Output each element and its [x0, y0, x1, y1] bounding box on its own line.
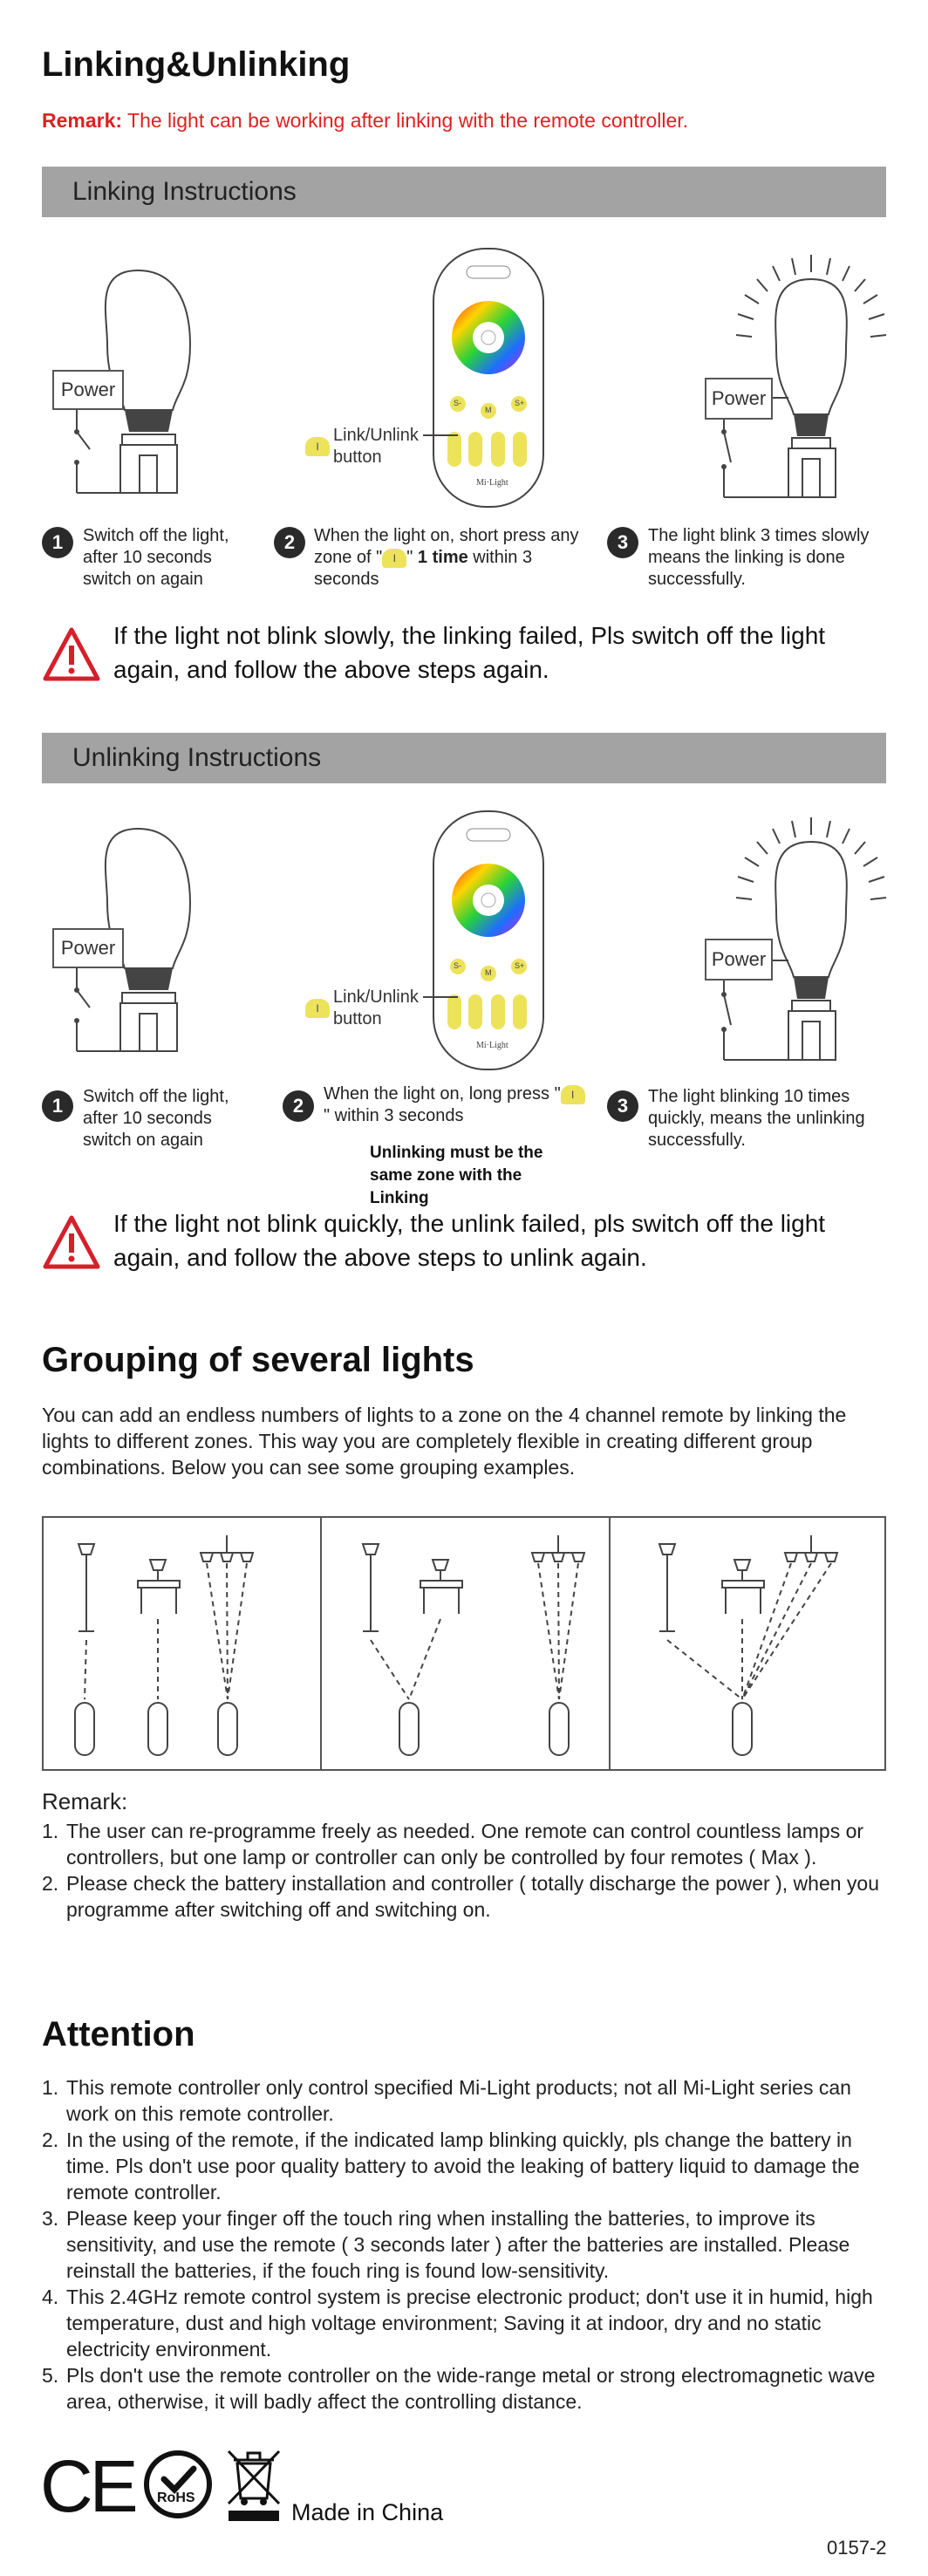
list-item: 1. The user can re-programme freely as needed. One remote can control countless lamps or controllers, but one lamp or controller can only be controlled by four remotes ( Max ). — [42, 1820, 864, 1869]
grouping-diagram — [44, 1518, 884, 1769]
list-item: 5. Pls don't use the remote controller on the wide-range metal or strong electromagnetic wave area, otherwise, it will badly affect the controlling distance. — [42, 2364, 876, 2413]
linking-heading-bar — [42, 167, 886, 217]
link-button-label-1: Link/Unlink — [333, 987, 419, 1007]
document-code: 0157-2 — [827, 2537, 887, 2559]
step-number: 1 — [42, 1090, 73, 1122]
step-number: 3 — [607, 1090, 638, 1122]
power-box: Power — [52, 928, 124, 968]
remark-line — [42, 109, 688, 133]
grouping-remarks — [42, 1818, 879, 1923]
ce-mark: CE — [40, 2445, 135, 2527]
remote-control-illustration — [432, 247, 545, 509]
made-in-label: Made in China — [291, 2499, 444, 2525]
step-number: 2 — [274, 527, 305, 558]
unlinking-heading: Unlinking Instructions — [72, 743, 322, 772]
power-box: Power — [705, 378, 773, 420]
link-button-label-2: button — [333, 1009, 382, 1028]
link-button-callout — [305, 425, 419, 468]
step-text: When the light on, short press any zone of " I " 1 time within 3 seconds — [314, 526, 579, 589]
step-text: The light blinking 10 times quickly, means the unlinking successfully. — [648, 1087, 865, 1150]
attention-heading: Attention — [42, 2015, 195, 2053]
remote-brand: Mi·Light — [476, 478, 508, 488]
unlinking-note: Unlinking must be the same zone with the Linking — [370, 1144, 543, 1207]
power-box: Power — [52, 370, 124, 410]
grouping-text: You can add an endless numbers of lights to a zone on the 4 channel remote by linking the lights to different zones. This way you are completely flexible in creating different group combinations. Below you can see some grouping examples. — [42, 1404, 847, 1479]
remark-label: Remark: — [42, 109, 123, 132]
linking-heading: Linking Instructions — [72, 177, 297, 206]
callout-line — [423, 434, 458, 437]
page-title: Linking&Unlinking — [42, 45, 351, 84]
callout-line — [423, 995, 458, 999]
warning-icon — [42, 626, 101, 682]
list-item: 1. This remote controller only control specified Mi-Light products; not all Mi-Light series can work on this remote controller. — [42, 2076, 851, 2125]
zone-button-icon: I — [305, 437, 330, 456]
list-item: 4. This 2.4GHz remote control system is precise electronic product; don't use it in humid, high temperature, dust and high voltage environment; Saving it at indoor, dry and no static electricity environment. — [42, 2286, 873, 2361]
grouping-remark-title: Remark: — [42, 1788, 128, 1814]
list-item: 2. Please check the battery installation and controller ( totally discharge the power ), when you programme after switching off and switching on. — [42, 1872, 880, 1921]
step-text: Switch off the light, after 10 seconds switch on again — [83, 1087, 229, 1150]
remark-text: The light can be working after linking with the remote controller. — [122, 109, 689, 132]
step-number: 2 — [283, 1090, 314, 1122]
step-number: 1 — [42, 527, 73, 558]
rohs-icon — [143, 2450, 213, 2519]
rohs-label: RoHS — [157, 2491, 195, 2505]
remote-control-illustration — [432, 810, 545, 1071]
link-button-label-1: Link/Unlink — [333, 426, 419, 445]
unlinking-heading-bar — [42, 733, 886, 783]
linking-warning: If the light not blink slowly, the linking failed, Pls switch off the light again, and follow the above steps again. — [113, 622, 826, 683]
link-button-callout — [305, 987, 419, 1030]
remote-key-s-plus: S+ — [515, 399, 525, 407]
remote-brand: Mi·Light — [476, 1041, 508, 1050]
grouping-heading: Grouping of several lights — [42, 1341, 474, 1379]
step-number: 3 — [607, 527, 638, 558]
zone-button-icon: I — [305, 999, 330, 1018]
list-item: 3. Please keep your finger off the touch ring when installing the batteries, to improve its sensitivity, and use the remote ( 3 seconds later ) after the batteries are installed. Please reinstall the batteries, if the fouch ring is found low-sensitivity. — [42, 2207, 850, 2282]
zone-button-icon: I — [382, 549, 406, 568]
step-text: When the light on, long press " I" within 3 seconds — [324, 1083, 585, 1127]
step-text: Switch off the light, after 10 seconds switch on again — [83, 526, 229, 589]
link-button-label-2: button — [333, 448, 382, 467]
remote-key-m: M — [485, 406, 492, 414]
zone-button-icon: I — [561, 1085, 585, 1104]
remote-key-m: M — [485, 968, 492, 977]
step-text: The light blink 3 times slowly means the linking is done successfully. — [648, 526, 870, 589]
attention-list — [42, 2074, 892, 2415]
remote-key-s-plus: S+ — [515, 961, 525, 970]
unlinking-warning: If the light not blink quickly, the unlink failed, pls switch off the light again, and follow the above steps to unlink again. — [113, 1210, 826, 1271]
warning-icon — [42, 1214, 101, 1270]
remote-key-s-minus: S- — [454, 399, 461, 407]
power-box: Power — [705, 939, 773, 981]
weee-bin-icon — [225, 2448, 283, 2523]
list-item: 2. In the using of the remote, if the indicated lamp blinking quickly, pls change the battery in time. Pls don't use poor quality battery to avoid the leaking of battery liquid to damage the remote controller. — [42, 2128, 860, 2204]
remote-key-s-minus: S- — [454, 961, 461, 970]
grouping-examples-panel — [42, 1516, 886, 1771]
